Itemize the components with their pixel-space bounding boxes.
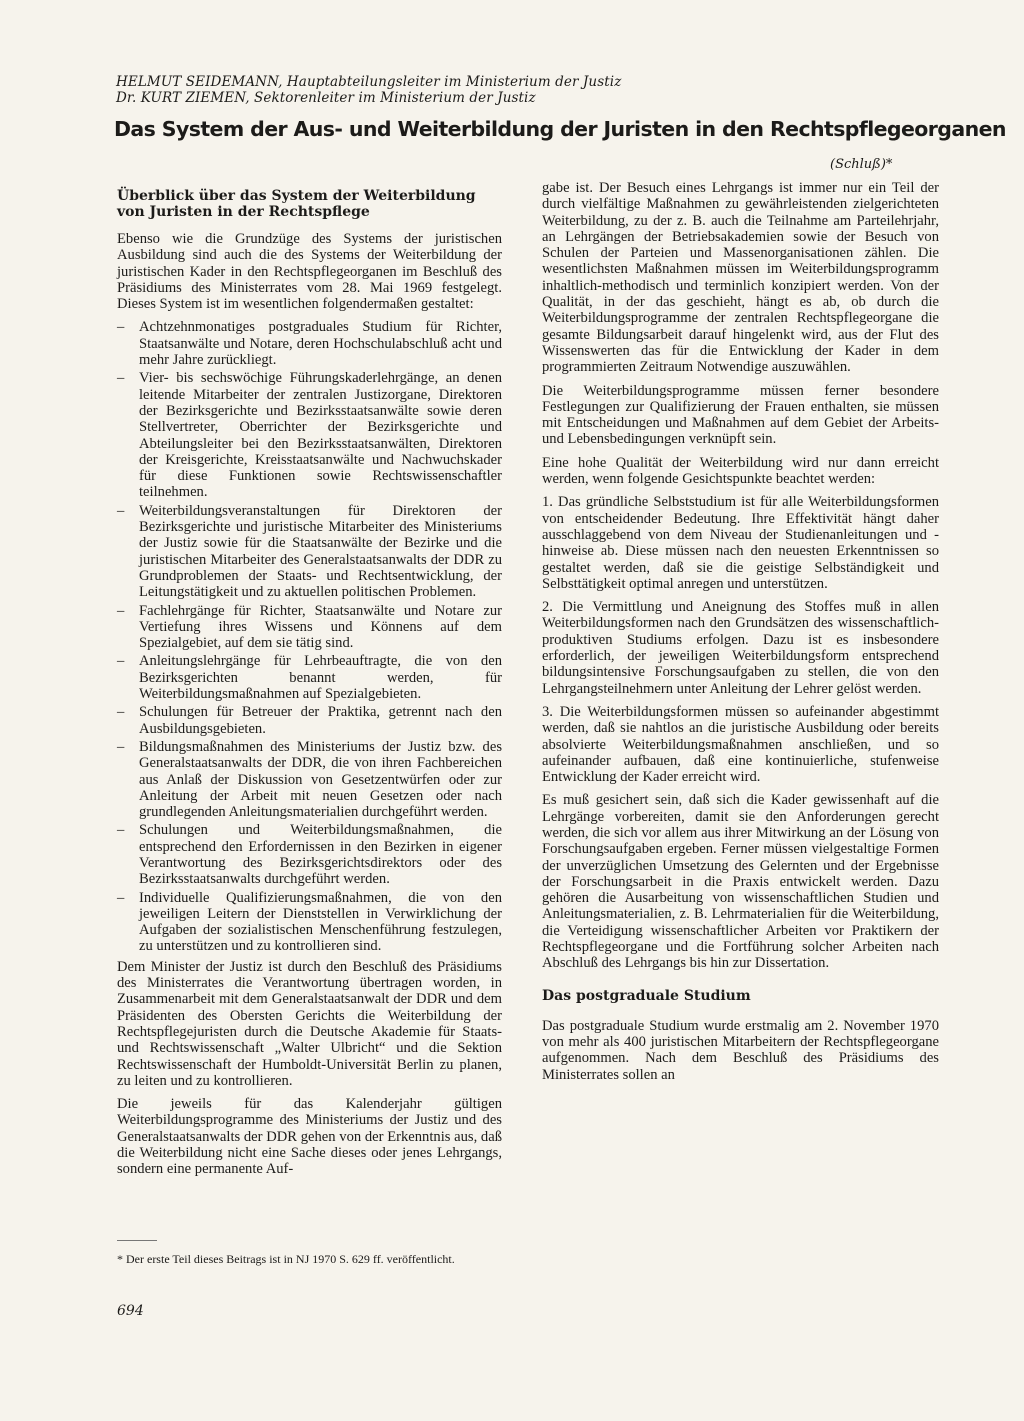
paragraph: gabe ist. Der Besuch eines Lehrgangs ist immer nur ein Teil der durch vielfältige Maßnahmen zu gewährleistenden zielgerichteten Weiterbildung, zu der z. B. auch die Teilnahme am Parteilehrjahr, an Lehrgängen der Betriebsakademien sowie der Besuch von Schulen der Parteien und Massenorganisationen zählen. Die wesentlichsten Maßnahmen müssen im Weiterbildungsprogramm inhaltlich-methodisch und terminlich konzipiert werden. Von der Qualität, in der das geschieht, hängt es ab, ob durch die Weiterbildungsprogramme der zentralen Rechtspflegeorgane die gesamte Bildungsarbeit darauf hingelenkt wird, aus der Flut des Wissenswerten das für die Entwicklung der Kader in dem programmierten Zeitraum Notwendige auszuwählen. [542,180,939,376]
list-item: – Vier- bis sechswöchige Führungskaderlehrgänge, an denen leitende Mitarbeiter der zentralen Justizorgane, Direktoren der Bezirksgerichte und Bezirksstaatsanwälte sowie deren Stellvertreter, Oberrichter der Bezirksgerichte und Abteilungsleiter bei den Bezirksstaatsanwälten, Direktoren der Kreisgerichte, Kreisstaatsanwälte und Nachwuchskader für diese Funktionen sowie Rechtswissenschaftler teilnehmen. [117,370,502,500]
paragraph-point-3: 3. Die Weiterbildungsformen müssen so aufeinander abgestimmt werden, daß sie nahtlos an die juristische Ausbildung oder bereits absolvierte Weiterbildungsmaßnahmen anschließen, und so aufeinander aufbauen, daß eine kontinuierliche, stufenweise Entwicklung der Kader erreicht wird. [542,703,939,786]
list-item: – Fachlehrgänge für Richter, Staatsanwälte und Notare zur Vertiefung ihres Wissens und Könnens auf dem Spezialgebiet, auf dem sie tätig sind. [117,603,502,652]
paragraph-programme: Die jeweils für das Kalenderjahr gültigen Weiterbildungsprogramme des Ministeriums der Justiz und des Generalstaatsanwalts der DDR gehen von der Erkenntnis aus, daß die Weiterbildung nicht eine Sache dieses oder jenes Lehrgangs, sondern eine permanente Auf- [117,1096,502,1178]
paragraph-point-1: 1. Das gründliche Selbststudium ist für alle Weiterbildungsformen von entscheidender Bedeutung. Ihre Effektivität hängt daher ausschlaggebend von dem Niveau der Studienanleitungen und -hinweise ab. Diese müssen nach den neuesten Erkenntnissen so gestaltet werden, daß sie die geistige Selbständigkeit und Selbsttätigkeit optimal anregen und unterstützen. [542,494,939,592]
list-item: – Bildungsmaßnahmen des Ministeriums der Justiz bzw. des Generalstaatsanwalts der DDR, die von ihren Fachbereichen aus Anlaß der Diskussion von Gesetzentwürfen oder zur Anleitung der Arbeit mit neuen Gesetzen oder nach grundlegenden Anleitungsmaterialien durchgeführt werden. [117,739,502,820]
article-subtitle: (Schluß)* [830,157,893,172]
list-item: – Achtzehnmonatiges postgraduales Studium für Richter, Staatsanwälte und Notare, deren Hochschulabschluß acht und mehr Jahre zurückliegt. [117,319,502,368]
page-number: 694 [117,1303,144,1319]
left-column [117,188,502,1185]
list-item: – Schulungen für Betreuer der Praktika, getrennt nach den Ausbildungsgebieten. [117,704,502,737]
section-heading-postgraduate: Das postgraduale Studium [542,987,751,1004]
author-line-1: HELMUT SEIDEMANN, Hauptabteilungsleiter im Ministerium der Justiz [116,74,622,90]
author-line-2: Dr. KURT ZIEMEN, Sektorenleiter im Ministerium der Justiz [116,90,536,106]
list-item: – Anleitungslehrgänge für Lehrbeauftragte, die von den Bezirksgerichten benannt werden, für Weiterbildungsmaßnahmen auf Spezialgebieten. [117,653,502,702]
author-lines [116,74,816,106]
paragraph: Eine hohe Qualität der Weiterbildung wird nur dann erreicht werden, wenn folgende Gesichtspunkte beachtet werden: [542,454,939,488]
footnote-divider [117,1240,157,1241]
article-title: Das System der Aus- und Weiterbildung der Juristen in den Rechtspflegeorganen [114,117,1006,141]
list-item: – Schulungen und Weiterbildungsmaßnahmen, die entsprechend den Erfordernissen in den Bezirken in eigener Verantwortung des Bezirksgerichtsdirektors oder des Bezirksstaatsanwalts durchgeführt werden. [117,822,502,887]
paragraph-point-2: 2. Die Vermittlung und Aneignung des Stoffes muß in allen Weiterbildungsformen nach den Grundsätzen des wissenschaftlich-produktiven Studiums erfolgen. Dazu ist es insbesondere erforderlich, der jeweiligen Weiterbildungsform entsprechend bildungsintensive Forschungsaufgaben zu stellen, die von den Lehrgangsteilnehmern unter Anleitung der Lehrer gelöst werden. [542,599,939,697]
right-column [542,180,939,1090]
measures-list [117,319,502,954]
list-item: – Weiterbildungsveranstaltungen für Direktoren der Bezirksgerichte und juristische Mitarbeiter des Ministeriums der Justiz sowie für die Staatsanwälte der Bezirke und die juristischen Mitarbeiter des Generalstaatsanwalts der DDR zu Grundproblemen der Staats- und Rechtsentwicklung, der Leitungstätigkeit und zu aktuellen politischen Problemen. [117,503,502,601]
list-item: – Individuelle Qualifizierungsmaßnahmen, die von den jeweiligen Leitern der Dienststellen in Verwirklichung der Aufgaben der sozialistischen Menschenführung festzulegen, zu unterstützen und zu kontrollieren sind. [117,890,502,955]
footnote: * Der erste Teil dieses Beitrags ist in NJ 1970 S. 629 ff. veröffentlicht. [117,1252,455,1266]
paragraph: Die Weiterbildungsprogramme müssen ferner besondere Festlegungen zur Qualifizierung der Frauen enthalten, sie müssen mit Entscheidungen und Maßnahmen auf dem Gebiet der Arbeits- und Lebensbedingungen verknüpft sein. [542,382,939,448]
paragraph: Das postgraduale Studium wurde erstmalig am 2. November 1970 von mehr als 400 juristischen Mitarbeitern der Rechtspflegeorgane aufgenommen. Nach dem Beschluß des Präsidiums des Ministerrates sollen an [542,1017,939,1083]
paragraph: Es muß gesichert sein, daß sich die Kader gewissenhaft auf die Lehrgänge vorbereiten, damit sie den Anforderungen gerecht werden, die sich vor allem aus ihrer Mitwirkung an der Lösung von Forschungsaufgaben ergeben. Ferner müssen vielgestaltige Formen der unverzüglichen Umsetzung des Gelernten und der Ergebnisse der Forschungsarbeit in die Praxis entwickelt werden. Dazu gehören die Ausarbeitung von wissenschaftlichen Studien und Anleitungsmaterialien, z. B. Lehrmaterialien für die Weiterbildung, die Verteidigung wissenschaftlicher Arbeiten vor Praktikern der Rechtspflegeorgane und die Fortführung solcher Arbeiten nach Abschluß des Lehrgangs bis hin zur Dissertation. [542,792,939,972]
section-heading-overview: Überblick über das System der Weiterbildung von Juristen in der Rechtspflege [117,188,476,220]
paragraph-intro: Ebenso wie die Grundzüge des Systems der juristischen Ausbildung sind auch die des Systems der Weiterbildung der juristischen Kader in den Rechtspflegeorganen im Beschluß des Präsidiums des Ministerrates vom 28. Mai 1969 festgelegt. Dieses System ist im wesentlichen folgendermaßen gestaltet: [117,231,502,313]
paragraph-minister: Dem Minister der Justiz ist durch den Beschluß des Präsidiums des Ministerrates die Verantwortung übertragen worden, in Zusammenarbeit mit dem Generalstaatsanwalt der DDR und dem Präsidenten des Obersten Gerichts die Weiterbildung der Rechtspflegejuristen durch die Deutsche Akademie für Staats- und Rechtswissenschaft „Walter Ulbricht“ und die Sektion Rechtswissenschaft der Humboldt-Universität Berlin zu planen, zu leiten und zu kontrollieren. [117,958,502,1089]
